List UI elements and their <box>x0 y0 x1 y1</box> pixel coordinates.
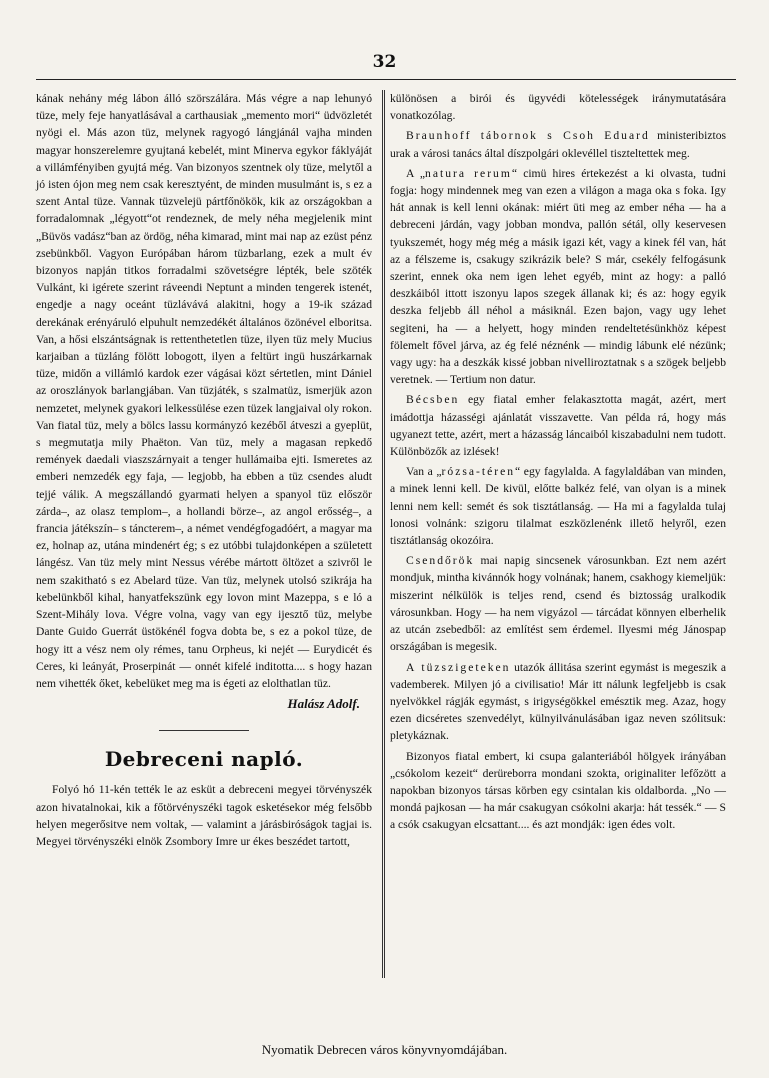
spaced-square: rózsa-téren <box>441 465 516 479</box>
page-number: 32 <box>372 52 397 72</box>
spaced-names: Braunhoff tábornok s Csoh Eduard <box>406 129 650 143</box>
column-divider <box>382 90 385 978</box>
right-paragraph-2 <box>390 127 726 161</box>
right-paragraph-3 <box>390 165 726 389</box>
author-signature: Halász Adolf. <box>287 696 360 712</box>
imprint: Nyomatik Debrecen város könyvnyomdájában. <box>261 1042 508 1057</box>
left-column <box>36 90 372 853</box>
spaced-islands: A tüzszigeteken <box>406 660 511 674</box>
right-paragraph-3-text: “ cimü hires értekezést a ki olvasta, tudni fogja: hogy mindennek meg van ezen a világon a maga oka s foka. Igy hát annak is kell lenni okának: miért üti meg az ember néha — ha a debreceni járdán, vagy jobban mondva, pallón sétál, olly keservesen tyukszemét, hogy még még a másik igazi két, vagy a kinek fél van, hát az a félszeme is, csakugy szikrázik bele? S már, csekély felfogásunk szerint, ennek oka nem igen lehet egyéb, mint az hogy: a palló deszkáiból ittott iszonyu lapos szegek állanak ki; és az: hogy egyik deszka feljebb áll néhol a másiknál. Ezen bajon, vagy ugy lehet segiteni, ha — a helyett, hogy minden rendeltetésünkhöz képest fölemelt fővel járva, az ég felé néznénk — mindig lábunk elé nézünk; vagy ugy: ha a deszkák kissé jobban nivelliroztatnak s a szögek beljebb veretnek. — Tertium non datur. <box>390 166 726 387</box>
spaced-place: Bécsben <box>406 393 460 407</box>
spaced-gendarmes: Csendőrök <box>406 554 475 568</box>
right-paragraph-4 <box>390 391 726 460</box>
left-paragraph-diary: Folyó hó 11-kén tették le az esküt a debreceni megyei törvényszék azon hivatalnokai, kik a főtörvényszéki tagok esketésekor még felsőbb helyen megerősitve nem voltak, — valamint a járásbiróságok tagjai is. Megyei törvényszéki elnök Zsombory Imre ur ékes beszédet tartott, <box>36 783 372 848</box>
section-divider <box>159 730 249 731</box>
right-paragraph-2-text: ministeribiztos urak a városi tanács által díszpolgári oklevéllel tiszteltettek meg. <box>390 129 726 160</box>
right-paragraph-6-text: mai napig sincsenek városunkban. Ezt nem azért mondjuk, mintha kivánnók hogy volnának; hanem, csakhogy kiemeljük: miszerint nélkülök is teljes rend, csend és biztosság uralkodik városunkban. Hogy — ha nem vigyázol — tárcádat könnyen elberhelik az utcán zsebedből: az említést sem érdemel. Ilyesmi még Jánospap országában is megesik. <box>390 554 726 654</box>
right-column <box>390 90 726 837</box>
right-paragraph-5 <box>390 463 726 549</box>
right-paragraph-7-text: utazók állitása szerint egymást is megeszik a vademberek. Milyen jó a civilisatio! Már itt nálunk legfeljebb is csak nyelvökkel rágják egymást, s irigységökkel emésztik meg. Azaz, hogy ezen dicséretes szenvedélyt, külnyilvánulásában igaz neven szólitsuk: pletykáznak. <box>390 660 726 743</box>
right-paragraph-4-text: egy fiatal emher felakasztotta magát, azért, mert imádottja házasségi ajánlatát visszavette. Van példa rá, hogy más ugyanezt tette, azért, mert a házasság láncaiból kiszabadulni nem tudott. Különbözők az izlések! <box>390 393 726 459</box>
right-paragraph-8: Bizonyos fiatal embert, ki csupa galanteriából hölgyek irányában „csókolom kezeit“ derüreborra mondani szokta, originaliter lefőzött a napokban bizonyos társas körben egy csintalan kis oldalborda. „No — mondá pajkosan — ha már csakugyan csókolni akarja: hát tessék.“ — S a csók csakugyan elcsattant.... és azt mondják: igen édes volt. <box>390 749 726 832</box>
left-paragraph-feuilleton: kának nehány még lábon álló szörszálára. Más végre a nap lehunyó tüze, mely feje hanyatlásával a carthausiak „memento mori“ üdvözletét nyögi el. Más azon tüz, melynek ragyogó lángjánál vajha minden magyar honszerelemre gyujtaná kebelét, mint Minerva egykor fáklyáját a villámfényiben gyujtá még. Van bizonyos szentnek oly tüze, melytől a jó isten ójon meg nem csak keresztyént, de minden musulmánt is, s ez a szent Antal tüze. Vannak tüzvelejü pártfőnökök, kik az országokban a forradalomnak „légyott“ot rendeznek, de mely néha megjelenik mint „Büvös vadász“ban az ördög, néha kimarad, mint mai nap az ezüst pénz zsebünkből. Vagyon Európában három tüzbarlang, ezek a mult év bizonyos napján titkos forradalmi szövetségre lépték, bele szöték Vulkánt, ki igérete szerint ráveendi Neptunt a minden tengerek istenét, engedje a nagy oceánt tüzlávává alakitni, hogy a 19-ik század derekának erényáruló elpuhult nemzedékét általános özönével elboritsa. Van, a hősi elszántságnak is rettenthetetlen tüze, ilyen tüz mely Mucius karjaiban a tüzláng fölött lobogott, ilyen a feltürt ingü huszárkarnak tüze, midőn a villámló kardok ezer vágásai közt sértetlen, mint Dániel az oroszlányok barlangjában. Van tüzjáték, s szalmatüz, ismerjük azon nemzetet, melynek gyakori lelkessülése ezen tüzek langjaival oly rokon. Van fiatal tüz, mely a bölcs lassu kormányzó kezéből átveszi a gyeplüt, s megmutatja mily Phaëton. Van tüz, mely a magasan repkedő remények daedali viaszszárnyait a tenger hullámaiba ejti. Ismeretes az emberi nemzedék egy faja, — legjobb, ha ebben a tüz csendes aludt tejjé válik. A megszállandó gyarmati helyen a spanyol tüz először zárda–, az olasz templom–, a hollandi börze–, az angol erősség–, a francia játékszín– s táncterem–, a német vendégfogadóért, a magyar ma ez, holnap az, utána mindenért ég; s ez utóbbi tulajdonképen a született lángész. Van tüz mely mint Nessus vérébe mártott öltözet a szivről le nem szakitható s ez Abelard tüze. Van tüz, melynek utolsó szikrája ha kebelünkből kihal, hanyatfekszünk egy lovon mint Mazeppa, s e ló a Szent-Mihály lova. Végre volna, vagy van egy ijesztő tüz, melybe Dante Guido Guerrát üstökénél fogva dobta be, s ez a pokol tüze, de hogy itt a vész nem oly rémes, tanu Orpheus, ki nejét — Eurydicét és Ceres, ki leányát, Proserpinát — onnét kifelé inditotta.... s hogy hazan nem vihették őket, kebelüket meg ma is égeti az elolthatlan tüz. <box>36 92 372 690</box>
right-paragraph-1: különösen a birói és ügyvédi kötelességek iránymutatására vonatkozólag. <box>390 92 726 123</box>
spaced-title: natura rerum <box>425 166 512 180</box>
quote-open: A „ <box>406 166 426 180</box>
right-paragraph-7 <box>390 659 726 745</box>
section-title: Debreceni napló. <box>104 747 304 772</box>
right-paragraph-5-text: “ egy fagylalda. A fagylaldában van minden, a minek lenni kell. De kivül, előtte balkéz felé, van olyan is a minek lenni nem kell: semét és sok tisztátlanság. — Ha mi a fagylalda tulaj lonosi volnánk: szigoru tilalmat eszközlenénk illető helyről, ezen tisztátlanság okozóira. <box>390 465 726 548</box>
header-rule <box>36 79 736 80</box>
right-paragraph-6 <box>390 552 726 655</box>
quote-open-2: Van a „ <box>406 465 442 479</box>
